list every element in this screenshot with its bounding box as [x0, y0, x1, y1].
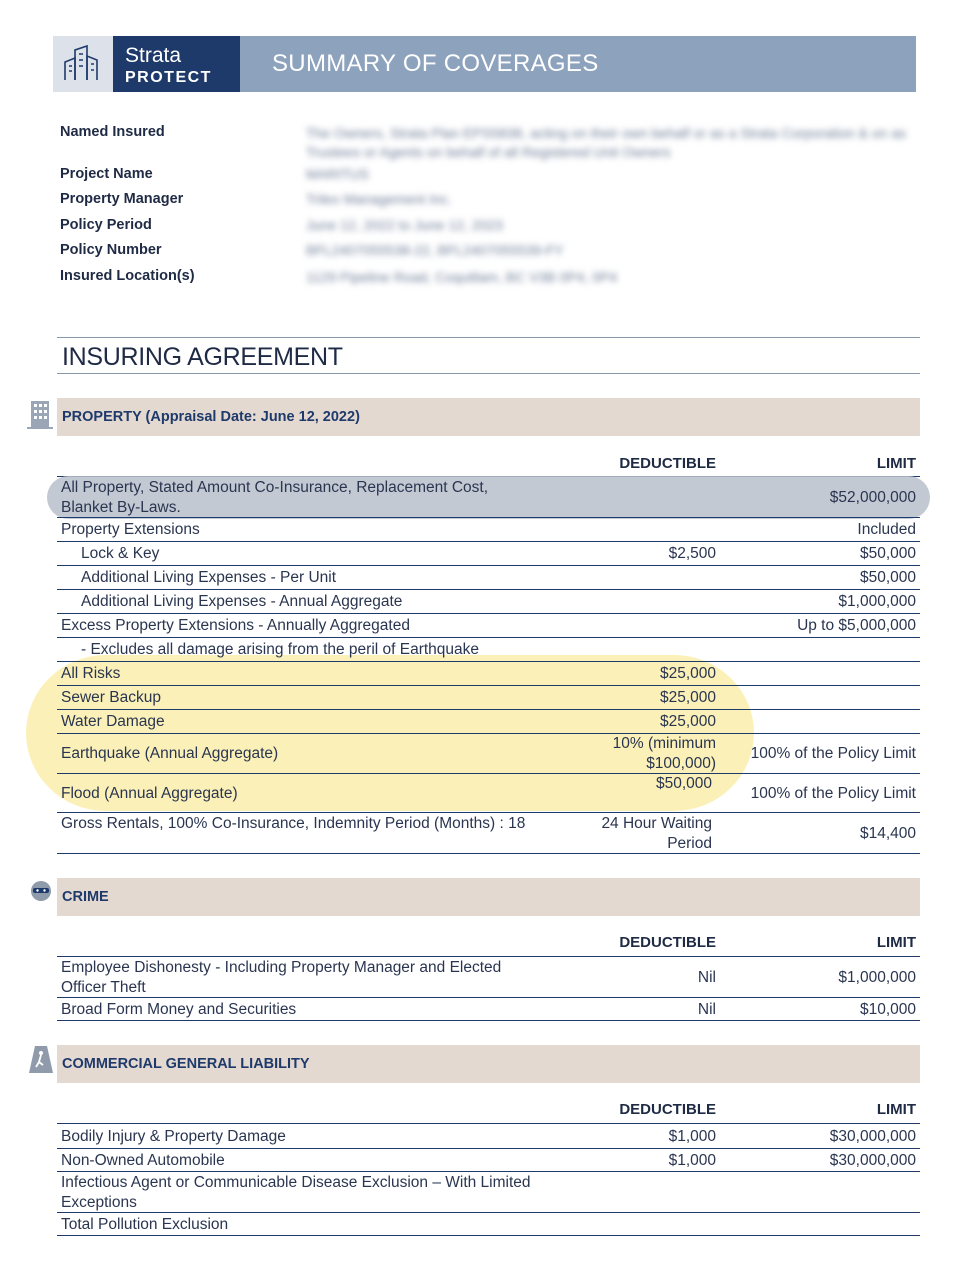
- table-row-desc: Broad Form Money and Securities: [61, 1001, 297, 1018]
- deductible-column-header: DEDUCTIBLE: [619, 1101, 716, 1118]
- table-row-desc: Additional Living Expenses - Annual Aggregate: [81, 593, 403, 610]
- crime-heading: CRIME: [62, 889, 109, 905]
- table-row-limit: $30,000,000: [829, 1152, 916, 1169]
- table-row-deductible: Nil: [697, 969, 716, 986]
- table-row-limit: $1,000,000: [838, 593, 916, 610]
- table-row-desc: Flood (Annual Aggregate): [61, 785, 238, 802]
- table-rule: [57, 1123, 920, 1124]
- property-heading: PROPERTY (Appraisal Date: June 12, 2022): [62, 409, 360, 425]
- buildings-logo-icon: [53, 36, 113, 92]
- thief-mask-icon: [28, 878, 54, 906]
- table-row-desc: - Excludes all damage arising from the peril of Earthquake: [81, 641, 480, 658]
- insured-location-label: Insured Location(s): [60, 268, 195, 284]
- policy-number-label: Policy Number: [60, 242, 162, 258]
- table-row-limit: $14,400: [859, 825, 916, 842]
- deductible-column-header: DEDUCTIBLE: [619, 455, 716, 472]
- table-row-desc: Sewer Backup: [61, 689, 161, 706]
- table-rule: [57, 589, 920, 590]
- table-row-limit: Up to $5,000,000: [797, 617, 916, 634]
- table-row-limit: $10,000: [859, 1001, 916, 1018]
- insured-location-value: 1129 Pipeline Road, Coquitlam, BC V3B 0P4, 0P4: [306, 269, 618, 285]
- project-name-value: MARITUS: [306, 166, 369, 182]
- table-rule: [57, 541, 920, 542]
- table-row-desc: Infectious Agent or Communicable Disease Exclusion – With Limited Exceptions: [61, 1174, 531, 1211]
- table-row-desc: Total Pollution Exclusion: [61, 1216, 229, 1233]
- table-rule: [57, 709, 920, 710]
- table-rule: [57, 773, 920, 774]
- limit-column-header: LIMIT: [876, 934, 916, 951]
- table-row-deductible: $50,000: [655, 775, 712, 792]
- table-rule: [57, 685, 920, 686]
- table-row-deductible: $25,000: [659, 713, 716, 730]
- policy-period-value: June 12, 2022 to June 12, 2023: [306, 217, 503, 233]
- limit-column-header: LIMIT: [876, 1101, 916, 1118]
- table-rule: [57, 1235, 920, 1236]
- project-name-label: Project Name: [60, 166, 153, 182]
- limit-column-header: LIMIT: [876, 455, 916, 472]
- table-row-desc: Excess Property Extensions - Annually Aggregated: [61, 617, 410, 634]
- table-row-limit: $30,000,000: [829, 1128, 916, 1145]
- table-rule: [57, 812, 920, 813]
- table-rule: [57, 637, 920, 638]
- divider: [57, 373, 920, 374]
- table-row-limit: $50,000: [859, 545, 916, 562]
- table-row-deductible: $2,500: [668, 545, 716, 562]
- insuring-agreement-heading: INSURING AGREEMENT: [62, 343, 343, 371]
- page-title: SUMMARY OF COVERAGES: [272, 50, 599, 77]
- table-row-desc: Non-Owned Automobile: [61, 1152, 225, 1169]
- table-row-limit: 100% of the Policy Limit: [750, 785, 916, 802]
- table-rule: [57, 853, 920, 854]
- table-row-desc: Additional Living Expenses - Per Unit: [81, 569, 337, 586]
- logo-icon-box: [53, 36, 113, 92]
- table-rule: [57, 733, 920, 734]
- named-insured-label: Named Insured: [60, 124, 165, 140]
- table-row-limit: Included: [857, 521, 916, 538]
- table-rule: [57, 661, 920, 662]
- table-row-desc: All Risks: [61, 665, 121, 682]
- table-row-desc: Earthquake (Annual Aggregate): [61, 745, 279, 762]
- table-rule: [57, 613, 920, 614]
- table-row-limit: $52,000,000: [829, 489, 916, 506]
- table-rule: [57, 565, 920, 566]
- table-row-deductible: $25,000: [659, 689, 716, 706]
- table-rule: [57, 517, 920, 518]
- table-row-desc: Bodily Injury & Property Damage: [61, 1128, 286, 1145]
- table-row-desc: Lock & Key: [81, 545, 160, 562]
- named-insured-value: The Owners, Strata Plan EPS5838, acting on their own behalf or as a Strata Corporation & on as Trustees or Agents on behalf of all Registered Unit Owners: [306, 125, 907, 160]
- table-rule: [57, 997, 920, 998]
- logo-wordmark: [113, 36, 240, 92]
- table-row-desc: Water Damage: [61, 713, 165, 730]
- wet-floor-sign-icon: [26, 1043, 56, 1075]
- page-title-bar: [240, 36, 916, 92]
- table-row-limit: $50,000: [859, 569, 916, 586]
- table-rule: [57, 1148, 920, 1149]
- logo-line2: PROTECT: [125, 69, 212, 86]
- table-rule: [57, 956, 920, 957]
- table-row-deductible: $1,000: [668, 1152, 716, 1169]
- building-icon: [26, 398, 54, 430]
- divider: [57, 337, 920, 338]
- table-row-desc: Property Extensions: [61, 521, 200, 538]
- deductible-column-header: DEDUCTIBLE: [619, 934, 716, 951]
- policy-period-label: Policy Period: [60, 217, 152, 233]
- cgl-heading: COMMERCIAL GENERAL LIABILITY: [62, 1056, 310, 1072]
- table-rule: [57, 1171, 920, 1172]
- table-rule: [57, 1020, 920, 1021]
- logo-line1: Strata: [125, 44, 182, 67]
- table-rule: [57, 1212, 920, 1213]
- table-row-deductible: 24 Hour Waiting Period: [601, 815, 712, 852]
- crime-section-band: [57, 878, 920, 916]
- table-row-desc: Employee Dishonesty - Including Property Manager and Elected Officer Theft: [61, 959, 502, 996]
- property-manager-label: Property Manager: [60, 191, 184, 207]
- policy-number-value: BFL2407055538-22, BFL2407055539-FY: [306, 242, 564, 258]
- property-manager-value: Trilex Management Inc.: [306, 191, 452, 207]
- table-row-desc: All Property, Stated Amount Co-Insurance, Replacement Cost, Blanket By-Laws.: [61, 479, 489, 516]
- table-row-limit: $1,000,000: [838, 969, 916, 986]
- table-row-deductible: 10% (minimum $100,000): [612, 735, 716, 772]
- table-row-limit: 100% of the Policy Limit: [750, 745, 916, 762]
- table-row-deductible: $25,000: [659, 665, 716, 682]
- table-row-deductible: Nil: [697, 1001, 716, 1018]
- table-row-deductible: $1,000: [668, 1128, 716, 1145]
- table-row-desc: Gross Rentals, 100% Co-Insurance, Indemnity Period (Months) : 18: [61, 815, 526, 832]
